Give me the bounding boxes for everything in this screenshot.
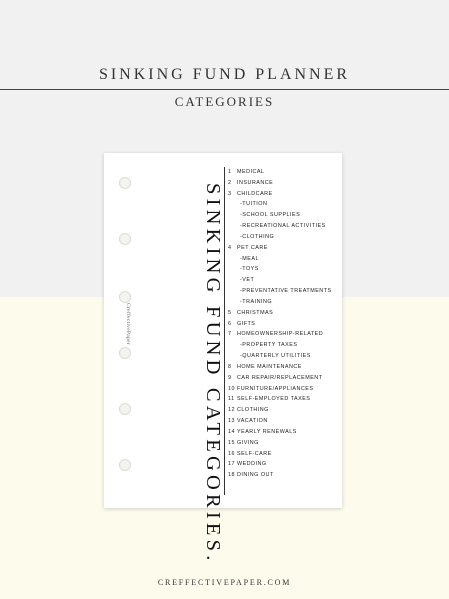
category-number: 14 [228,428,235,435]
category-number: 5 [228,309,232,316]
binder-hole-icon [119,233,131,245]
category-label: CHILDCARE [237,190,273,197]
category-number: 16 [228,450,235,457]
category-label: HOME MAINTENANCE [237,363,302,370]
category-label: -PROPERTY TAXES [240,342,298,349]
binder-hole-icon [119,459,131,471]
binder-hole-icon [119,177,131,189]
category-list-item [228,470,332,481]
category-list-item [228,373,332,384]
category-list [228,167,332,481]
category-number: 10 [228,385,235,392]
category-label: -MEAL [240,255,259,262]
category-number: 1 [228,169,232,175]
category-list-item [228,178,332,189]
category-label: VACATION [237,418,268,425]
category-label: -CLOTHING [240,233,275,240]
page-title: SINKING FUND PLANNER [98,66,351,83]
category-number: 12 [228,407,235,414]
website-footer: CREFFECTIVEPAPER.COM [157,578,292,587]
page-subtitle: CATEGORIES [174,94,275,109]
category-list-item [228,232,332,243]
category-list-item [228,243,332,254]
category-list-item [228,394,332,405]
category-list-item [228,362,332,373]
category-list-item [228,329,332,340]
category-list-item [228,297,332,308]
category-list-item [228,199,332,210]
category-label: WEDDING [237,461,267,468]
category-label: -TUITION [240,201,268,208]
planner-page-card [104,153,342,565]
category-list-item [228,416,332,427]
category-label: INSURANCE [237,179,274,186]
category-number: 18 [228,472,235,479]
category-list-item [228,340,332,351]
category-number: 9 [228,374,232,381]
category-list-item [228,221,332,232]
category-list-item [228,449,332,460]
category-list-item [228,405,332,416]
category-list-item [228,384,332,395]
category-label: SELF-CARE [237,450,272,457]
category-list-item [228,189,332,200]
binder-hole-icon [119,291,131,303]
category-list-item [228,438,332,449]
category-label: HOMEOWNERSHIP-RELATED [237,331,324,338]
category-number: 4 [228,244,232,251]
category-list-item [228,254,332,265]
category-number: 6 [228,320,232,327]
brand-logo-text: CreffectivePaper [125,303,131,345]
category-number: 17 [228,461,235,468]
header-divider [0,89,449,90]
category-number: 11 [228,396,235,403]
card-vertical-title: SINKING FUND CATEGORIES. [202,183,224,565]
category-list-item [228,308,332,319]
category-label: GIFTS [237,320,256,327]
category-label: DINING OUT [237,472,274,479]
category-label: MEDICAL [237,169,265,175]
category-number: 7 [228,331,232,338]
category-label: CLOTHING [237,407,269,414]
card-divider [224,167,225,495]
category-label: -VET [240,277,255,284]
category-list-item [228,319,332,330]
category-list-item [228,286,332,297]
category-list-item [228,459,332,470]
category-label: GIVING [237,439,259,446]
category-label: -SCHOOL SUPPLIES [240,212,301,219]
category-label: PET CARE [237,244,268,251]
category-label: SELF-EMPLOYED TAXES [237,396,311,403]
category-label: -QUARTERLY UTILITIES [240,353,311,360]
category-list-item [228,167,332,178]
category-label: -PREVENTATIVE TREATMENTS [240,288,332,295]
category-list-item [228,351,332,362]
category-label: -TOYS [240,266,259,273]
category-label: -RECREATIONAL ACTIVITIES [240,223,326,230]
binder-hole-icon [119,347,131,359]
category-label: CAR REPAIR/REPLACEMENT [237,374,323,381]
category-number: 2 [228,179,232,186]
category-label: YEARLY RENEWALS [237,428,297,435]
category-number: 8 [228,363,232,370]
category-number: 3 [228,190,232,197]
category-list-item [228,210,332,221]
category-label: CHRISTMAS [237,309,274,316]
category-list-item [228,264,332,275]
category-list-item [228,275,332,286]
category-number: 13 [228,418,235,425]
category-label: FURNITURE/APPLIANCES [237,385,314,392]
binder-hole-icon [119,403,131,415]
category-label: -TRAINING [240,298,273,305]
category-list-item [228,427,332,438]
category-number: 15 [228,439,235,446]
